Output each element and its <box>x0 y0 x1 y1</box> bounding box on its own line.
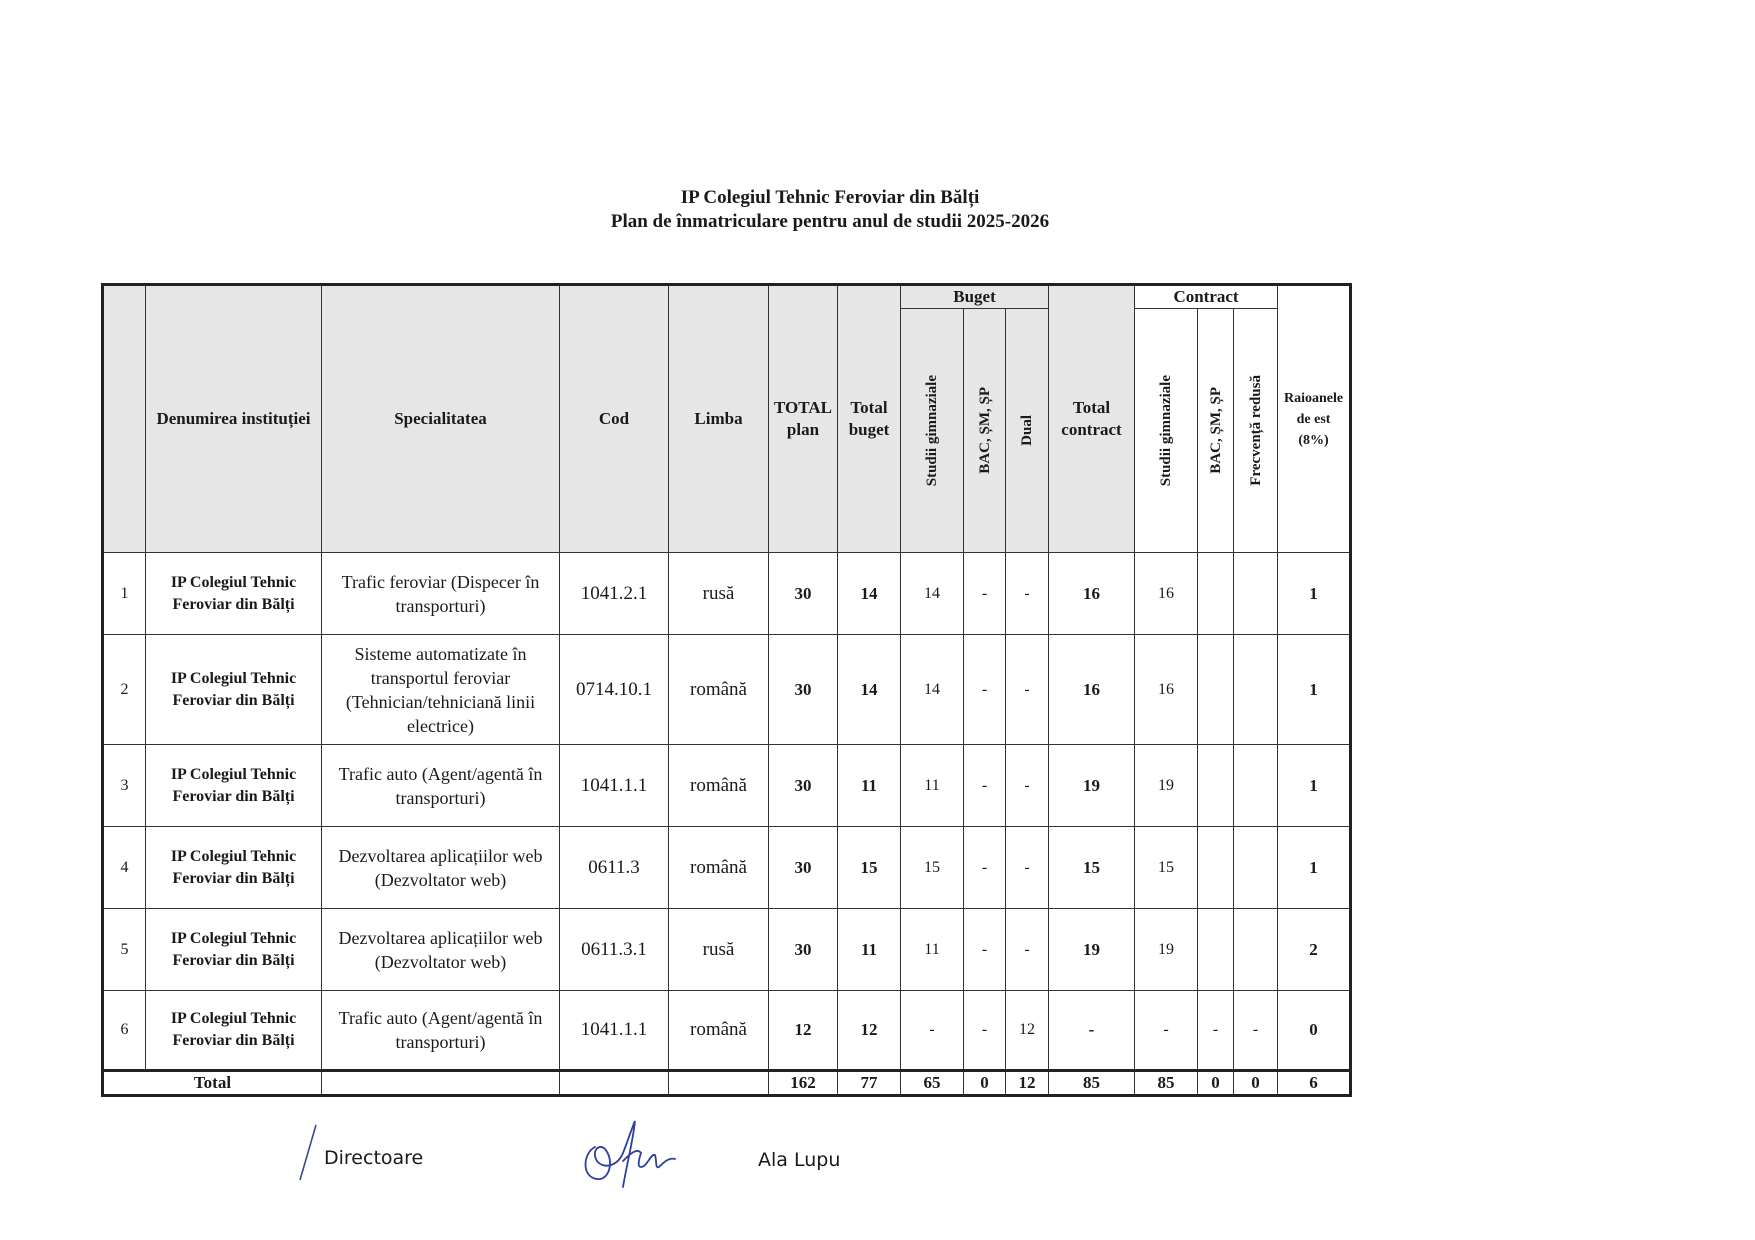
contract-bac <box>1198 745 1234 827</box>
total-buget: 15 <box>838 827 901 909</box>
header-index <box>103 285 146 553</box>
slash-mark-icon <box>296 1122 320 1184</box>
language: română <box>669 827 769 909</box>
buget-dual: - <box>1006 745 1049 827</box>
specialty: Trafic auto (Agent/agentă în transporturi) <box>322 745 560 827</box>
table-row <box>103 991 1351 1071</box>
buget-dual: - <box>1006 909 1049 991</box>
specialty: Trafic auto (Agent/agentă în transporturi) <box>322 991 560 1071</box>
contract-studii: 16 <box>1135 635 1198 745</box>
contract-frecventa-sum: 0 <box>1234 1071 1278 1096</box>
title-plan: Plan de înmatriculare pentru anul de studii 2025-2026 <box>610 211 1050 232</box>
raioane: 1 <box>1278 553 1351 635</box>
signer-title: Directoare <box>324 1147 424 1169</box>
contract-bac <box>1198 909 1234 991</box>
total-empty-limba <box>669 1071 769 1096</box>
header-total-plan: TOTAL plan <box>769 285 838 553</box>
total-plan: 30 <box>769 745 838 827</box>
contract-studii: 19 <box>1135 909 1198 991</box>
buget-studii: - <box>901 991 964 1071</box>
table-row <box>103 909 1351 991</box>
contract-studii-sum: 85 <box>1135 1071 1198 1096</box>
handwritten-signature-icon <box>575 1117 685 1197</box>
row-index: 4 <box>103 827 146 909</box>
total-plan: 30 <box>769 635 838 745</box>
total-plan: 30 <box>769 553 838 635</box>
buget-bac-sum: 0 <box>964 1071 1006 1096</box>
language: rusă <box>669 553 769 635</box>
contract-frecventa <box>1234 635 1278 745</box>
contract-bac <box>1198 553 1234 635</box>
total-buget: 11 <box>838 745 901 827</box>
total-contract: 19 <box>1049 909 1135 991</box>
header-buget-studii: Studii gimnaziale <box>901 309 964 553</box>
contract-bac-sum: 0 <box>1198 1071 1234 1096</box>
header-cod: Cod <box>560 285 669 553</box>
contract-frecventa <box>1234 827 1278 909</box>
total-buget: 11 <box>838 909 901 991</box>
row-index: 5 <box>103 909 146 991</box>
row-index: 3 <box>103 745 146 827</box>
buget-dual: - <box>1006 635 1049 745</box>
specialty: Sisteme automatizate în transportul feroviar (Tehnician/tehniciană linii electrice) <box>322 635 560 745</box>
contract-bac <box>1198 827 1234 909</box>
total-buget: 12 <box>838 991 901 1071</box>
table-row <box>103 635 1351 745</box>
contract-frecventa <box>1234 745 1278 827</box>
code: 0714.10.1 <box>560 635 669 745</box>
buget-dual: - <box>1006 553 1049 635</box>
language: rusă <box>669 909 769 991</box>
header-contract-bac: BAC, ȘM, ȘP <box>1198 309 1234 553</box>
raioane: 1 <box>1278 827 1351 909</box>
buget-dual: - <box>1006 827 1049 909</box>
specialty: Trafic feroviar (Dispecer în transporturi) <box>322 553 560 635</box>
total-plan: 12 <box>769 991 838 1071</box>
buget-dual: 12 <box>1006 991 1049 1071</box>
institution-name: IP Colegiul Tehnic Feroviar din Bălți <box>146 991 322 1071</box>
language: română <box>669 745 769 827</box>
contract-studii: 19 <box>1135 745 1198 827</box>
code: 1041.1.1 <box>560 991 669 1071</box>
header-contract-studii: Studii gimnaziale <box>1135 309 1198 553</box>
code: 1041.2.1 <box>560 553 669 635</box>
buget-bac: - <box>964 909 1006 991</box>
header-limba: Limba <box>669 285 769 553</box>
code: 0611.3.1 <box>560 909 669 991</box>
buget-studii-sum: 65 <box>901 1071 964 1096</box>
specialty: Dezvoltarea aplicațiilor web (Dezvoltator web) <box>322 827 560 909</box>
total-contract: - <box>1049 991 1135 1071</box>
total-contract: 16 <box>1049 553 1135 635</box>
signer-name: Ala Lupu <box>758 1149 841 1171</box>
raioane: 2 <box>1278 909 1351 991</box>
language: română <box>669 635 769 745</box>
total-contract: 15 <box>1049 827 1135 909</box>
row-index: 1 <box>103 553 146 635</box>
buget-bac: - <box>964 991 1006 1071</box>
header-total-buget: Total buget <box>838 285 901 553</box>
total-plan: 30 <box>769 909 838 991</box>
contract-frecventa: - <box>1234 991 1278 1071</box>
header-buget-dual: Dual <box>1006 309 1049 553</box>
header-denumirea: Denumirea instituției <box>146 285 322 553</box>
total-buget: 14 <box>838 553 901 635</box>
total-empty-cod <box>560 1071 669 1096</box>
buget-bac: - <box>964 553 1006 635</box>
raioane: 1 <box>1278 745 1351 827</box>
total-row <box>103 1071 1351 1096</box>
contract-bac: - <box>1198 991 1234 1071</box>
buget-studii: 14 <box>901 553 964 635</box>
header-buget-bac: BAC, ȘM, ȘP <box>964 309 1006 553</box>
raioane: 0 <box>1278 991 1351 1071</box>
buget-bac: - <box>964 745 1006 827</box>
buget-studii: 14 <box>901 635 964 745</box>
institution-name: IP Colegiul Tehnic Feroviar din Bălți <box>146 827 322 909</box>
total-contract: 19 <box>1049 745 1135 827</box>
total-buget-sum: 77 <box>838 1071 901 1096</box>
contract-studii: 16 <box>1135 553 1198 635</box>
institution-name: IP Colegiul Tehnic Feroviar din Bălți <box>146 553 322 635</box>
specialty: Dezvoltarea aplicațiilor web (Dezvoltator web) <box>322 909 560 991</box>
institution-name: IP Colegiul Tehnic Feroviar din Bălți <box>146 909 322 991</box>
enrollment-plan-table <box>101 283 1352 1097</box>
buget-bac: - <box>964 635 1006 745</box>
header-total-contract: Total contract <box>1049 285 1135 553</box>
header-row-top <box>103 285 1351 309</box>
buget-studii: 15 <box>901 827 964 909</box>
language: română <box>669 991 769 1071</box>
total-contract-sum: 85 <box>1049 1071 1135 1096</box>
institution-name: IP Colegiul Tehnic Feroviar din Bălți <box>146 745 322 827</box>
contract-studii: 15 <box>1135 827 1198 909</box>
header-buget-group: Buget <box>901 285 1049 309</box>
institution-name: IP Colegiul Tehnic Feroviar din Bălți <box>146 635 322 745</box>
row-index: 2 <box>103 635 146 745</box>
header-specialitatea: Specialitatea <box>322 285 560 553</box>
header-raioane: Raioanele de est (8%) <box>1278 285 1351 553</box>
total-contract: 16 <box>1049 635 1135 745</box>
total-plan: 30 <box>769 827 838 909</box>
header-contract-group: Contract <box>1135 285 1278 309</box>
header-contract-frecventa: Frecvență redusă <box>1234 309 1278 553</box>
total-label: Total <box>103 1071 322 1096</box>
raioane: 1 <box>1278 635 1351 745</box>
buget-dual-sum: 12 <box>1006 1071 1049 1096</box>
table-row <box>103 827 1351 909</box>
document-title <box>0 186 1660 234</box>
total-plan-sum: 162 <box>769 1071 838 1096</box>
buget-studii: 11 <box>901 909 964 991</box>
contract-studii: - <box>1135 991 1198 1071</box>
buget-studii: 11 <box>901 745 964 827</box>
code: 1041.1.1 <box>560 745 669 827</box>
table-row <box>103 745 1351 827</box>
total-empty-spec <box>322 1071 560 1096</box>
contract-frecventa <box>1234 553 1278 635</box>
buget-bac: - <box>964 827 1006 909</box>
contract-bac <box>1198 635 1234 745</box>
total-buget: 14 <box>838 635 901 745</box>
title-institution: IP Colegiul Tehnic Feroviar din Bălți <box>680 187 980 208</box>
code: 0611.3 <box>560 827 669 909</box>
table-row <box>103 553 1351 635</box>
raioane-sum: 6 <box>1278 1071 1351 1096</box>
contract-frecventa <box>1234 909 1278 991</box>
row-index: 6 <box>103 991 146 1071</box>
